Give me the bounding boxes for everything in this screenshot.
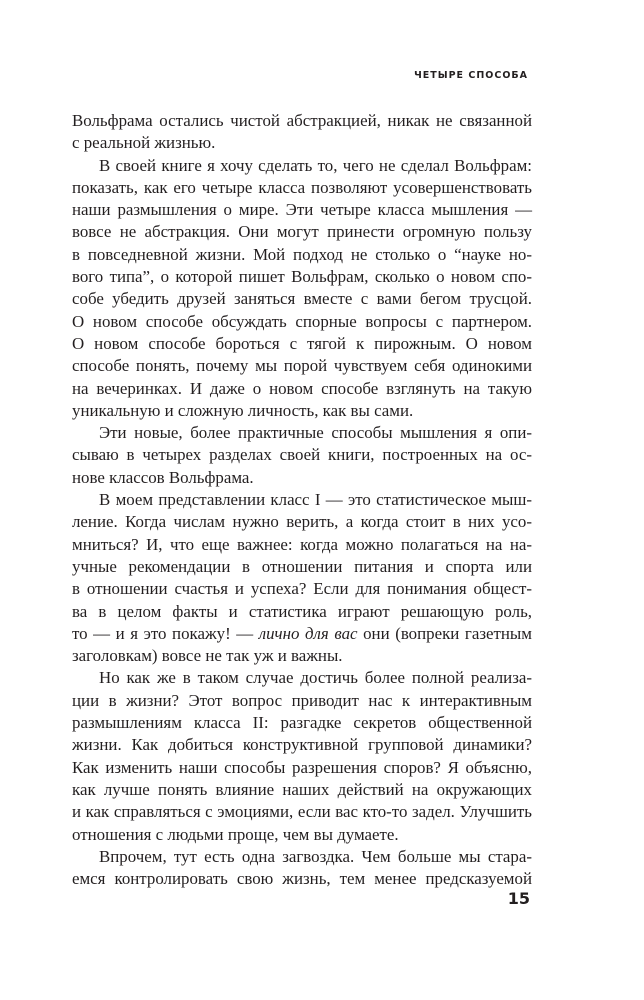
text-line: Вольфрама остались чистой абстракцией, никак не связанной bbox=[72, 111, 532, 130]
text-line-with-emphasis bbox=[72, 623, 532, 645]
text-line: способе понять, почему мы порой чувствуем себя одинокими bbox=[72, 356, 532, 376]
text-line: учные рекомендации в отношении питания и спорта или bbox=[72, 556, 532, 576]
text-line: и как справляться с эмоциями, если вас кто-то задел. Улучшить bbox=[72, 802, 532, 822]
text-line: ва в целом факты и статистика играют решающую роль, bbox=[72, 601, 532, 621]
paragraph-first-line: Но как же в таком случае достичь более полной реализа- bbox=[99, 668, 532, 688]
text-line: заголовкам) вовсе не так уж и важны. bbox=[72, 646, 343, 666]
text-line: емся контролировать свою жизнь, тем менее предсказуемой bbox=[72, 869, 532, 889]
running-header: ЧЕТЫРЕ СПОСОБА bbox=[414, 70, 528, 81]
text-line: с реальной жизнью. bbox=[72, 133, 216, 153]
page-number: 15 bbox=[507, 889, 530, 908]
text-line: в отношении счастья и успеха? Если для понимания общест- bbox=[72, 579, 532, 599]
text-line: уникальную и сложную личность, как вы сами. bbox=[72, 400, 414, 420]
text-line: О новом способе бороться с тягой к пирожным. О новом bbox=[72, 333, 532, 353]
text-line: вовсе не абстракция. Они могут принести огромную пользу bbox=[72, 222, 532, 242]
text-line: как лучше понять влияние наших действий на окружающих bbox=[72, 779, 532, 799]
text-line: отношения с людьми проще, чем вы думаете. bbox=[72, 824, 399, 844]
paragraph-first-line: Эти новые, более практичные способы мышления я опи- bbox=[99, 423, 532, 443]
text-line: наши размышления о мире. Эти четыре класса мышления — bbox=[72, 200, 532, 220]
paragraph-first-line: В своей книге я хочу сделать то, чего не сделал Вольфрам: bbox=[99, 155, 532, 175]
text-line: показать, как его четыре класса позволяют усовершенствовать bbox=[72, 177, 532, 197]
body-text bbox=[72, 110, 532, 890]
text-line: Как изменить наши способы разрешения споров? Я объясню, bbox=[72, 757, 532, 777]
text-line: размышлениям класса II: разгадке секретов общественной bbox=[72, 713, 532, 733]
text-line: на вечеринках. И даже о новом способе взглянуть на такую bbox=[72, 378, 532, 398]
text-line: О новом способе обсуждать спорные вопросы с партнером. bbox=[72, 311, 532, 331]
text-line: ление. Когда числам нужно верить, а когда стоит в них усо- bbox=[72, 512, 532, 532]
emphasis-text: лично для вас bbox=[258, 623, 358, 643]
text-line: сываю в четырех разделах своей книги, построенных на ос- bbox=[72, 445, 532, 465]
text-segment: они (вопреки газетным bbox=[363, 623, 532, 643]
text-line: нове классов Вольфрама. bbox=[72, 467, 254, 487]
text-line: жизни. Как добиться конструктивной групповой динамики? bbox=[72, 735, 532, 755]
text-line: вого типа”, о которой пишет Вольфрам, сколько о новом спо- bbox=[72, 267, 532, 287]
text-line: в повседневной жизни. Мой подход не столько о “науке но- bbox=[72, 244, 532, 264]
paragraph-first-line: В моем представлении класс I — это статистическое мыш- bbox=[99, 490, 532, 510]
text-line: собе убедить друзей заняться вместе с вами бегом трусцой. bbox=[72, 289, 532, 309]
text-line: мниться? И, что еще важнее: когда можно полагаться на на- bbox=[72, 534, 532, 554]
text-segment: то — и я это покажу! — bbox=[72, 623, 254, 643]
paragraph-first-line: Впрочем, тут есть одна загвоздка. Чем больше мы стара- bbox=[99, 846, 532, 866]
text-line: ции в жизни? Этот вопрос приводит нас к интерактивным bbox=[72, 690, 532, 710]
